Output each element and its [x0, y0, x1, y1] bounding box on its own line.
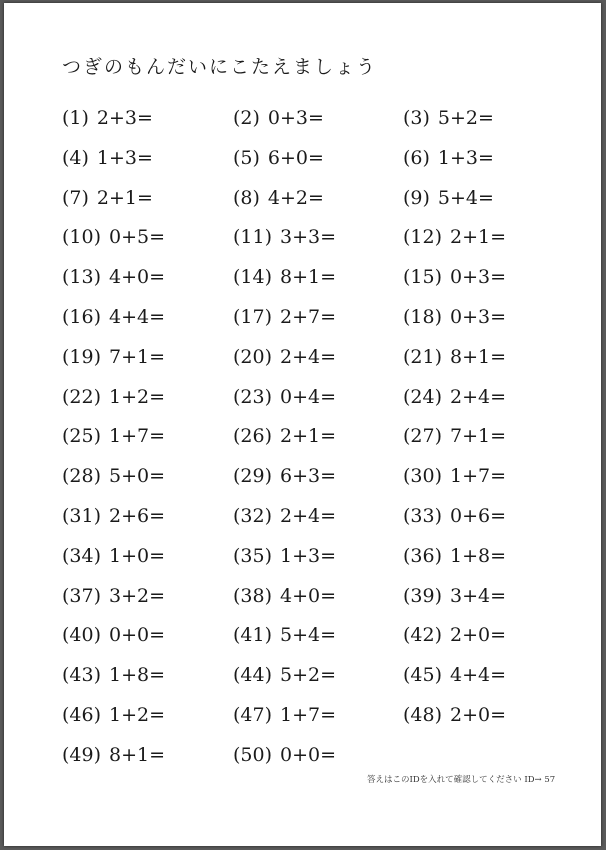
problem-expression: 4+0= [280, 584, 337, 607]
problem-number: (35) [233, 544, 273, 567]
problem-item [62, 185, 153, 211]
problem-item [233, 543, 336, 569]
problem-item [233, 264, 336, 290]
problem-item [233, 224, 336, 250]
problem-item [403, 224, 506, 250]
problem-expression: 1+0= [109, 544, 166, 567]
problem-number: (43) [62, 664, 102, 687]
problem-item [62, 503, 165, 529]
problem-item [62, 742, 165, 768]
problem-number: (49) [62, 743, 102, 766]
problem-item [233, 463, 336, 489]
problem-expression: 0+4= [280, 385, 337, 408]
problem-expression: 7+1= [109, 345, 166, 368]
problem-item [233, 105, 324, 131]
problem-expression: 0+0= [280, 743, 337, 766]
problem-item [62, 264, 165, 290]
problem-expression: 0+6= [450, 505, 507, 527]
problem-number: (6) [403, 146, 430, 169]
problem-number: (36) [403, 544, 443, 567]
problem-item [403, 702, 506, 728]
problem-item [403, 543, 506, 569]
problem-item [62, 583, 165, 609]
problem-number: (5) [233, 146, 260, 169]
problem-item [403, 105, 494, 131]
problem-number: (12) [403, 226, 443, 249]
problem-item [403, 503, 506, 529]
problem-expression: 6+0= [267, 146, 324, 169]
problem-item [403, 344, 506, 370]
problem-number: (27) [403, 425, 443, 448]
page-title: つぎのもんだいにこたえましょう [62, 56, 378, 78]
problem-expression: 1+2= [109, 385, 166, 408]
problem-number: (19) [62, 345, 102, 368]
problem-item [62, 344, 165, 370]
problem-expression: 3+2= [109, 584, 166, 607]
problem-item [403, 145, 494, 171]
problem-expression: 2+1= [450, 226, 507, 249]
problem-expression: 1+7= [280, 704, 337, 726]
problem-item [233, 344, 336, 370]
problem-expression: 0+3= [450, 266, 507, 289]
problem-number: (34) [62, 544, 102, 567]
problem-expression: 2+6= [109, 505, 166, 527]
problem-number: (3) [403, 107, 430, 129]
problem-expression: 2+4= [280, 345, 337, 368]
problem-item [62, 702, 165, 728]
problem-number: (18) [403, 306, 443, 328]
problem-number: (21) [403, 345, 443, 368]
problem-item [233, 742, 336, 768]
problem-item [62, 423, 165, 449]
problem-grid [4, 3, 601, 846]
problem-item [233, 304, 336, 330]
problem-expression: 8+1= [450, 345, 507, 368]
problem-item [233, 384, 336, 410]
problem-expression: 0+3= [267, 107, 324, 129]
problem-number: (1) [62, 107, 89, 129]
problem-number: (26) [233, 425, 273, 448]
problem-item [233, 702, 336, 728]
problem-item [62, 384, 165, 410]
problem-number: (25) [62, 425, 102, 448]
problem-item [62, 105, 153, 131]
problem-item [403, 264, 506, 290]
worksheet-page [4, 3, 601, 846]
problem-number: (10) [62, 226, 102, 249]
problem-expression: 4+2= [267, 186, 324, 209]
problem-number: (8) [233, 186, 260, 209]
problem-number: (7) [62, 186, 89, 209]
problem-expression: 2+4= [280, 505, 337, 527]
problem-number: (30) [403, 465, 443, 488]
problem-item [233, 662, 336, 688]
problem-number: (23) [233, 385, 273, 408]
problem-expression: 7+1= [450, 425, 507, 448]
problem-number: (32) [233, 505, 273, 527]
problem-number: (48) [403, 704, 443, 726]
problem-item [403, 185, 494, 211]
problem-item [62, 145, 153, 171]
problem-number: (24) [403, 385, 443, 408]
problem-expression: 8+1= [280, 266, 337, 289]
problem-number: (2) [233, 107, 260, 129]
problem-expression: 1+3= [437, 146, 494, 169]
problem-item [233, 503, 336, 529]
problem-expression: 0+5= [109, 226, 166, 249]
problem-expression: 5+4= [437, 186, 494, 209]
problem-expression: 4+4= [450, 664, 507, 687]
problem-number: (29) [233, 465, 273, 488]
problem-expression: 1+7= [450, 465, 507, 488]
problem-item [233, 423, 336, 449]
problem-expression: 8+1= [109, 743, 166, 766]
problem-number: (46) [62, 704, 102, 726]
problem-expression: 3+4= [450, 584, 507, 607]
problem-expression: 0+3= [450, 306, 507, 328]
problem-expression: 5+4= [280, 624, 337, 647]
problem-item [403, 384, 506, 410]
problem-item [62, 662, 165, 688]
problem-number: (42) [403, 624, 443, 647]
problem-number: (4) [62, 146, 89, 169]
problem-number: (50) [233, 743, 273, 766]
problem-item [403, 304, 506, 330]
problem-number: (45) [403, 664, 443, 687]
problem-item [62, 543, 165, 569]
problem-expression: 3+3= [280, 226, 337, 249]
problem-expression: 0+0= [109, 624, 166, 647]
problem-item [233, 145, 324, 171]
answer-id-note: 答えはこのIDを入れて確認してください ID→ 57 [367, 775, 556, 785]
problem-expression: 1+3= [96, 146, 153, 169]
problem-expression: 1+2= [109, 704, 166, 726]
problem-number: (38) [233, 584, 273, 607]
problem-expression: 2+0= [450, 704, 507, 726]
problem-number: (22) [62, 385, 102, 408]
problem-number: (14) [233, 266, 273, 289]
problem-number: (9) [403, 186, 430, 209]
problem-item [403, 662, 506, 688]
problem-number: (40) [62, 624, 102, 647]
problem-number: (13) [62, 266, 102, 289]
problem-item [403, 622, 506, 648]
problem-expression: 5+2= [437, 107, 494, 129]
problem-number: (37) [62, 584, 102, 607]
problem-expression: 2+1= [96, 186, 153, 209]
problem-expression: 4+0= [109, 266, 166, 289]
problem-item [62, 304, 165, 330]
problem-item [62, 463, 165, 489]
problem-number: (11) [233, 226, 273, 249]
problem-item [62, 622, 165, 648]
problem-item [233, 583, 336, 609]
problem-number: (28) [62, 465, 102, 488]
problem-expression: 2+3= [96, 107, 153, 129]
problem-number: (41) [233, 624, 273, 647]
problem-expression: 1+8= [450, 544, 507, 567]
problem-number: (17) [233, 306, 273, 328]
problem-expression: 6+3= [280, 465, 337, 488]
problem-expression: 1+8= [109, 664, 166, 687]
problem-item [403, 583, 506, 609]
problem-expression: 1+7= [109, 425, 166, 448]
problem-expression: 5+2= [280, 664, 337, 687]
problem-item [403, 463, 506, 489]
problem-number: (20) [233, 345, 273, 368]
problem-expression: 5+0= [109, 465, 166, 488]
problem-expression: 4+4= [109, 306, 166, 328]
problem-number: (31) [62, 505, 102, 527]
problem-item [403, 423, 506, 449]
problem-number: (15) [403, 266, 443, 289]
problem-expression: 2+1= [280, 425, 337, 448]
problem-number: (44) [233, 664, 273, 687]
problem-number: (47) [233, 704, 273, 726]
problem-expression: 2+4= [450, 385, 507, 408]
problem-number: (33) [403, 505, 443, 527]
problem-item [62, 224, 165, 250]
problem-expression: 1+3= [280, 544, 337, 567]
problem-item [233, 185, 324, 211]
problem-number: (39) [403, 584, 443, 607]
problem-expression: 2+0= [450, 624, 507, 647]
problem-expression: 2+7= [280, 306, 337, 328]
problem-number: (16) [62, 306, 102, 328]
problem-item [233, 622, 336, 648]
